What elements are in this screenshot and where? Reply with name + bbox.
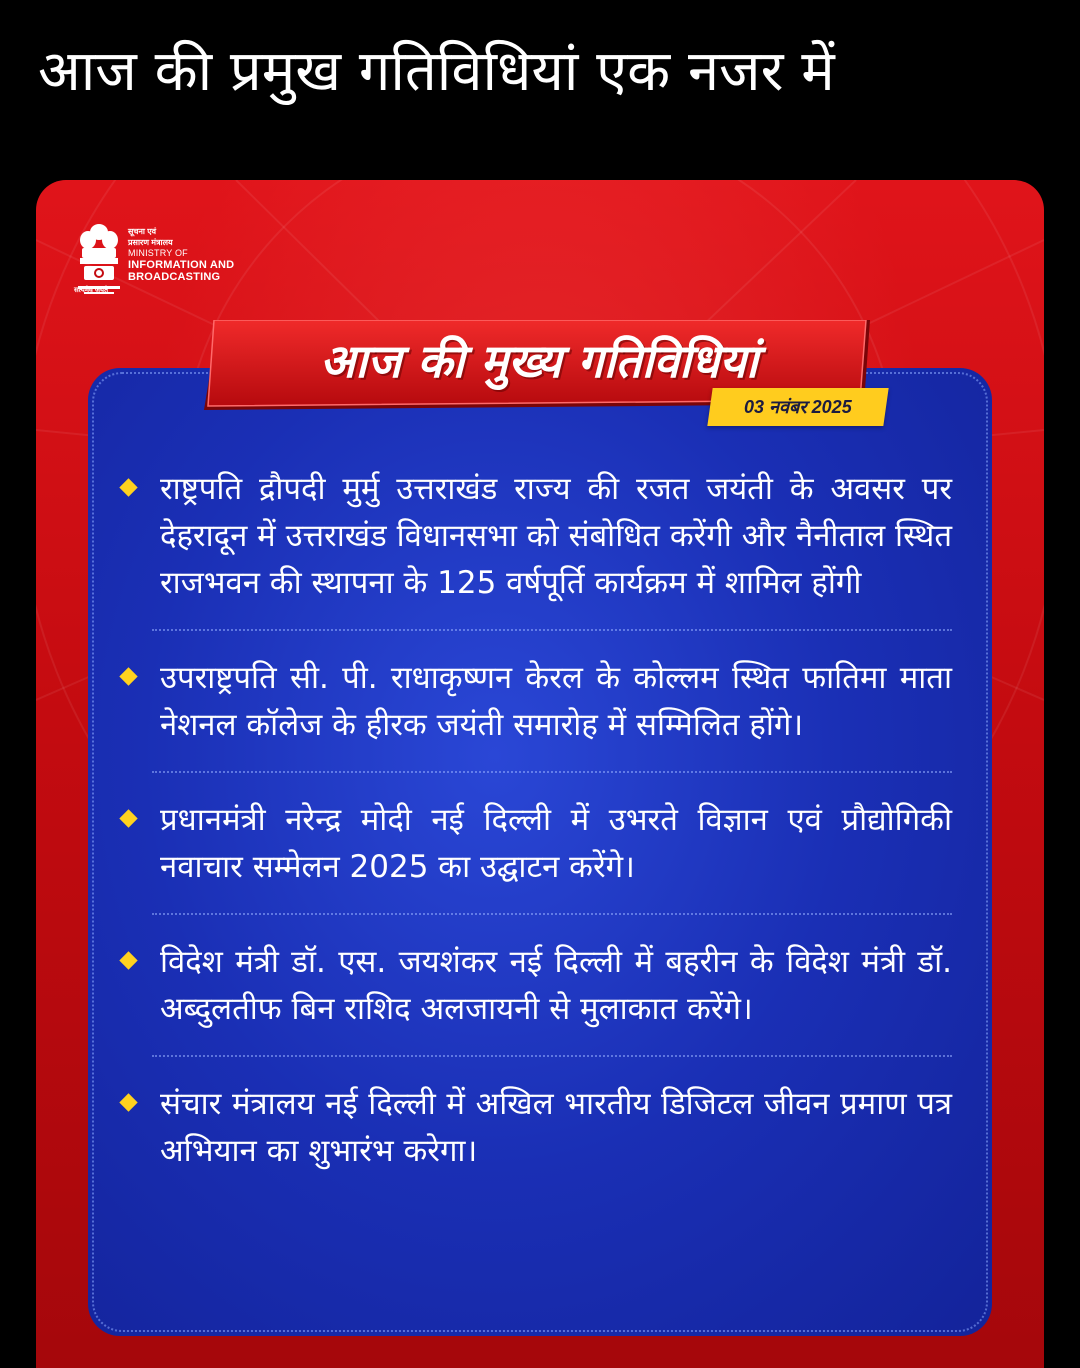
list-item xyxy=(112,939,952,1033)
poster-title: आज की मुख्य गतिविधियां xyxy=(320,334,758,388)
diamond-bullet-icon xyxy=(119,1093,137,1111)
list-item xyxy=(112,797,952,891)
list-item xyxy=(112,466,952,607)
page-title: आज की प्रमुख गतिविधियां एक नजर में xyxy=(38,39,835,104)
ministry-hindi-line1: सूचना एवं xyxy=(128,227,157,236)
ministry-hindi-line2: प्रसारण मंत्रालय xyxy=(128,238,173,247)
diamond-bullet-icon xyxy=(119,667,137,685)
dotted-divider xyxy=(152,771,952,773)
ministry-english-line2: INFORMATION AND xyxy=(128,259,235,271)
dotted-divider xyxy=(152,629,952,631)
list-item-text: प्रधानमंत्री नरेन्द्र मोदी नई दिल्ली में उभरते विज्ञान एवं प्रौद्योगिकी नवाचार सम्मेलन 2025 का उद्घाटन करेंगे। xyxy=(160,802,952,885)
activities-poster xyxy=(36,180,1044,1368)
list-item xyxy=(112,1081,952,1175)
list-item xyxy=(112,655,952,749)
list-item-text: उपराष्ट्रपति सी. पी. राधाकृष्णन केरल के कोल्लम स्थित फातिमा माता नेशनल कॉलेज के हीरक जयंती समारोह में सम्मिलित होंगे। xyxy=(160,660,952,743)
activities-list xyxy=(112,466,952,1175)
list-item-text: राष्ट्रपति द्रौपदी मुर्मु उत्तराखंड राज्य की रजत जयंती के अवसर पर देहरादून में उत्तराखंड विधानसभा को संबोधित करेंगी और नैनीताल स्थित राजभवन की स्थापना के 125 वर्षपूर्ति कार्यक्रम में शामिल होंगी xyxy=(160,471,952,601)
ministry-name xyxy=(74,226,235,296)
dotted-divider xyxy=(152,913,952,915)
list-item-text: संचार मंत्रालय नई दिल्ली में अखिल भारतीय डिजिटल जीवन प्रमाण पत्र अभियान का शुभारंभ करेगा। xyxy=(160,1086,952,1169)
ministry-logo xyxy=(74,220,304,304)
date-badge xyxy=(707,388,888,426)
diamond-bullet-icon xyxy=(119,951,137,969)
diamond-bullet-icon xyxy=(119,809,137,827)
ministry-english-line1: MINISTRY OF xyxy=(128,248,188,258)
emblem-motto: सत्यमेव जयते xyxy=(74,287,109,294)
list-item-text: विदेश मंत्री डॉ. एस. जयशंकर नई दिल्ली में बहरीन के विदेश मंत्री डॉ. अब्दुलतीफ बिन राशिद अलजायनी से मुलाकात करेंगे। xyxy=(160,944,952,1027)
diamond-bullet-icon xyxy=(119,478,137,496)
dotted-divider xyxy=(152,1055,952,1057)
ministry-english-line3: BROADCASTING xyxy=(128,271,221,283)
date-text: 03 नवंबर 2025 xyxy=(744,397,852,417)
